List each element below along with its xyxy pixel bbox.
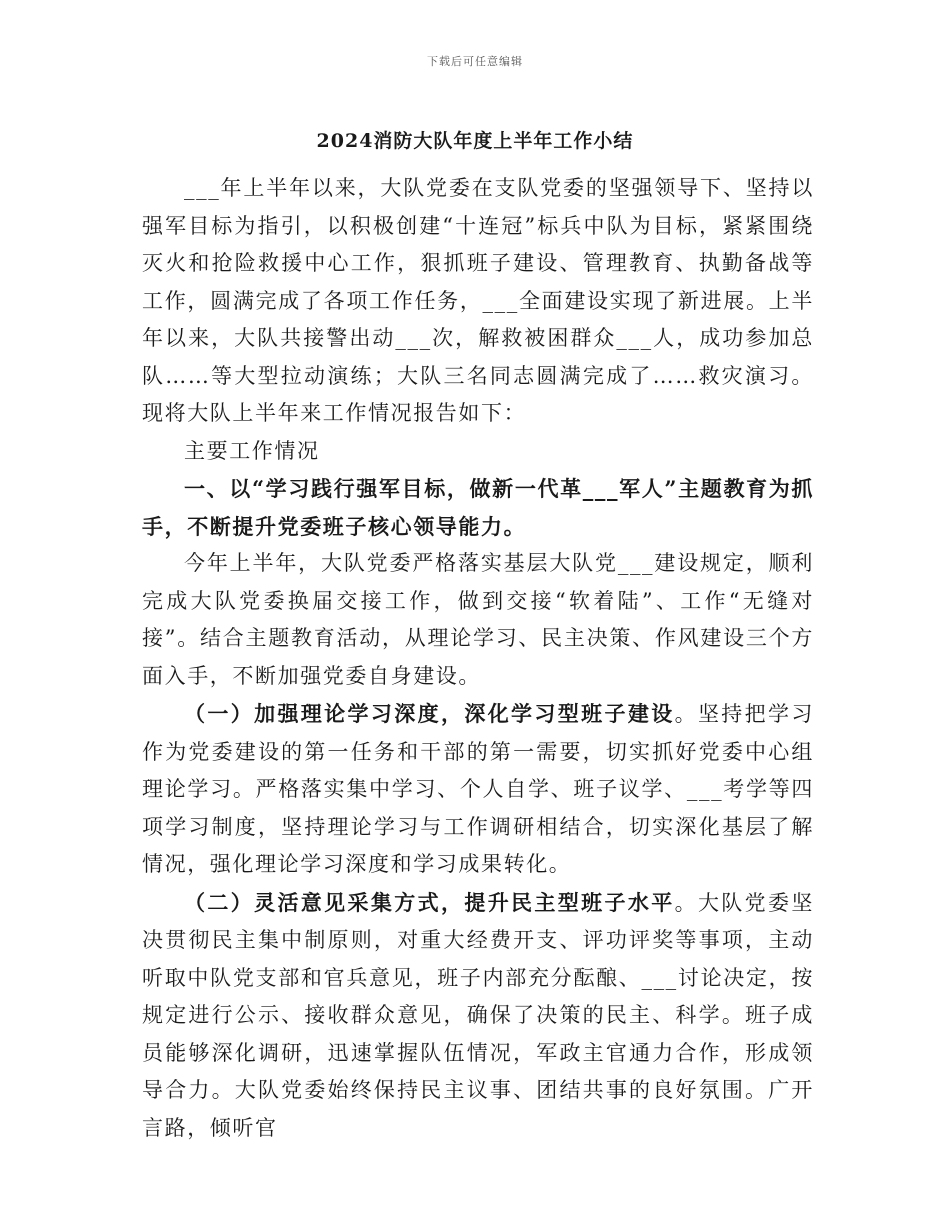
subsection-text: 。坚持把学习作为党委建设的第一任务和干部的第一需要，切实抓好党委中心组理论学习。严格落实集中学习、个人自学、班子议学、___考学等四项学习制度，坚持理论学习与工作调研相结合，切实深化基层了解情况，强化理论学习深度和学习成果转化。	[142, 702, 814, 876]
section-label: 主要工作情况	[184, 438, 320, 463]
intro-paragraph: ___年上半年以来，大队党委在支队党委的坚强领导下、坚持以强军目标为指引，以积极创建“十连冠”标兵中队为目标，紧紧围绕灭火和抢险救援中心工作，狠抓班子建设、管理教育、执勤备战等工作，圆满完成了各项工作任务，___全面建设实现了新进展。上半年以来，大队共接警出动___次，解救被困群众___人，成功参加总队……等大型拉动演练；大队三名同志圆满完成了……救灾演习。现将大队上半年来工作情况报告如下：	[142, 176, 814, 425]
document-body	[142, 170, 814, 1147]
subsection-text: 。大队党委坚决贯彻民主集中制原则，对重大经费开支、评功评奖等事项，主动听取中队党支部和官兵意见，班子内部充分酝酿、___讨论决定，按规定进行公示、接收群众意见，确保了决策的民主、科学。班子成员能够深化调研，迅速掌握队伍情况，军政主官通力合作，形成领导合力。大队党委始终保持民主议事、团结共事的良好氛围。广开言路，倾听官	[142, 890, 814, 1140]
page-header: 下载后可任意编辑	[427, 55, 523, 68]
subsection-lead: （二）灵活意见采集方式，提升民主型班子水平	[184, 889, 675, 915]
document-title: 2024消防大队年度上半年工作小结	[316, 130, 634, 152]
subsection-lead: （一）加强理论学习深度，深化学习型班子建设	[184, 701, 675, 726]
section-heading-1: 一、以“学习践行强军目标，做新一代革___军人”主题教育为抓手，不断提升党委班子核心领导能力。	[142, 476, 814, 539]
subsection-paragraph-2	[142, 884, 814, 1148]
subsection-paragraph-1	[142, 695, 814, 884]
body-paragraph: 今年上半年，大队党委严格落实基层大队党___建设规定，顺利完成大队党委换届交接工作，做到交接“软着陆”、工作“无缝对接”。结合主题教育活动，从理论学习、民主决策、作风建设三个方面入手，不断加强党委自身建设。	[142, 551, 814, 688]
